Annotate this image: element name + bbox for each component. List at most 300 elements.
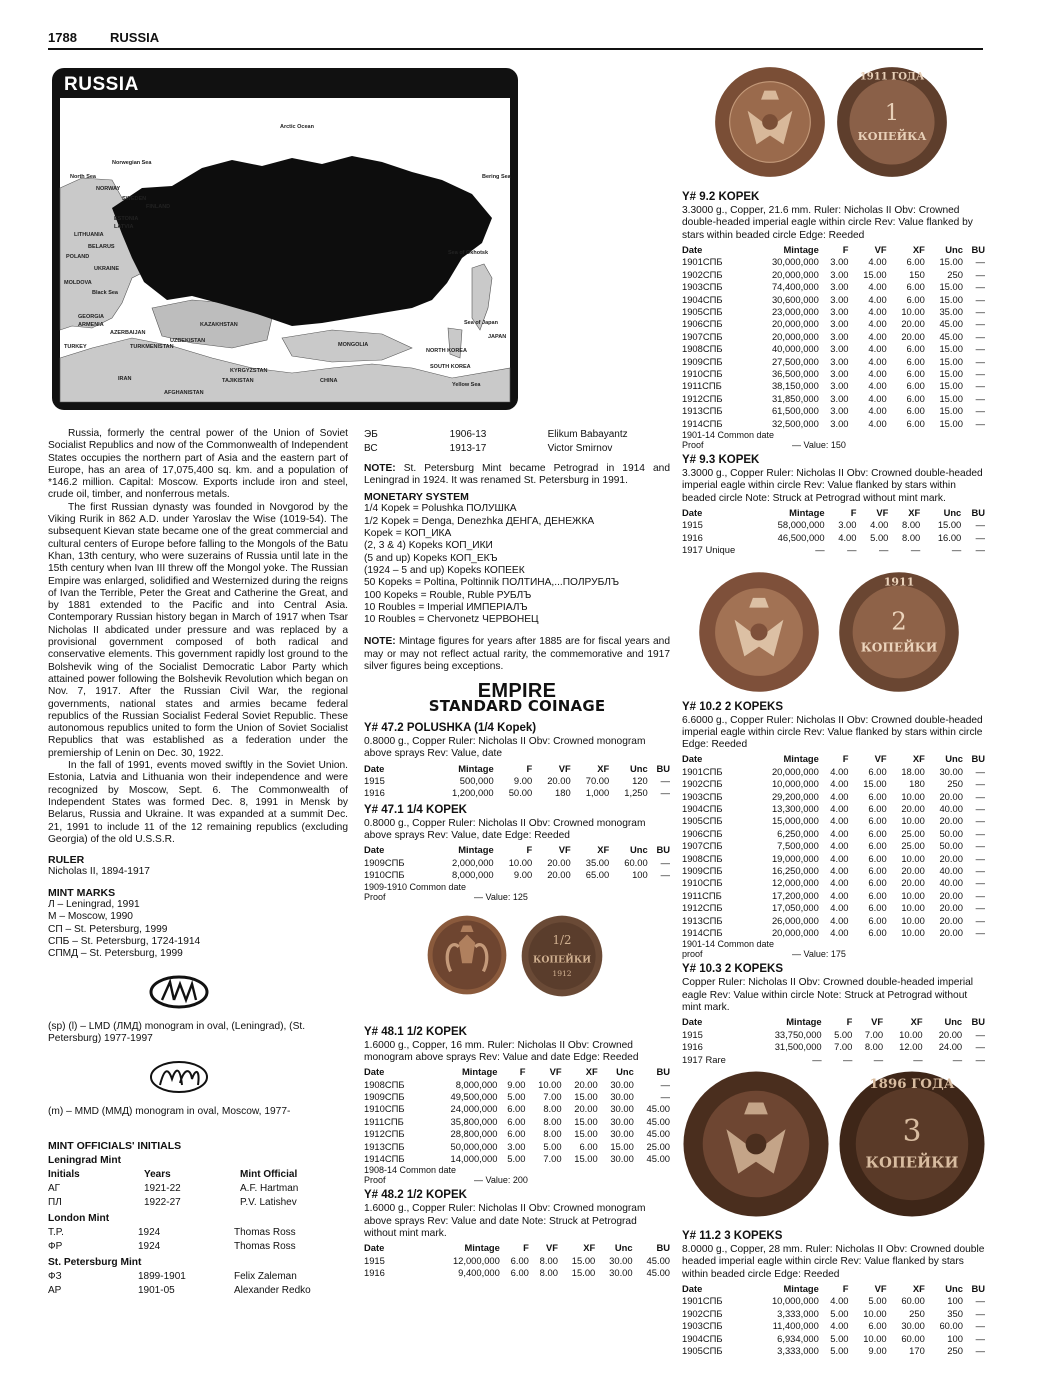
table-row <box>682 1308 985 1320</box>
col-header: Mintage <box>458 844 494 856</box>
col-header: VF <box>558 762 571 774</box>
cell: 4.00 <box>830 927 849 939</box>
leningrad-mint-title: Leningrad Mint <box>48 1155 122 1167</box>
value-table <box>682 1016 985 1066</box>
cell: — <box>975 281 985 293</box>
cell: 3.00 <box>830 392 849 404</box>
mint-officials-heading: MINT OFFICIALS' INITIALS <box>48 1139 182 1152</box>
cell: 250 <box>947 778 963 790</box>
cell: 3.00 <box>830 281 849 293</box>
list-item: 1/4 Kopek = Polushka ПОЛУШКА <box>364 503 517 515</box>
cell: Alexander Redko <box>234 1284 311 1296</box>
map-label: ARMENIA <box>78 322 104 328</box>
mint-marks-heading: MINT MARKS <box>48 886 116 899</box>
table-row <box>364 857 670 869</box>
cell: 10.00 <box>901 852 925 864</box>
cell: 15.00 <box>939 392 963 404</box>
cell: — <box>975 803 985 815</box>
col-header: Mintage <box>783 243 819 255</box>
cell: 6.00 <box>868 765 887 777</box>
cell: 3.00 <box>830 343 849 355</box>
cell: 6.00 <box>906 355 925 367</box>
cell: 6.00 <box>507 1103 526 1115</box>
cell: — <box>879 544 889 556</box>
col-header: Date <box>682 1282 703 1294</box>
cell: 250 <box>947 268 963 280</box>
entry-title: Y# 11.2 3 KOPEKS <box>682 1230 783 1242</box>
cell: 20.00 <box>939 902 963 914</box>
col-header: Date <box>364 1242 385 1254</box>
cell: 1911СПБ <box>682 380 722 392</box>
map-label: LATVIA <box>114 224 134 230</box>
cell: 60.00 <box>901 1295 925 1307</box>
coin-word-text: КОПЕЙКА <box>857 128 927 143</box>
cell: 30.00 <box>939 765 963 777</box>
cell: 20.00 <box>901 865 925 877</box>
cell: 6.00 <box>868 889 887 901</box>
col-header: Unc <box>945 753 963 765</box>
cell: 27,500,000 <box>771 355 819 367</box>
table-row <box>682 256 985 268</box>
cell: A.F. Hartman <box>240 1182 299 1194</box>
table-row <box>682 1054 985 1066</box>
map-label: AFGHANISTAN <box>164 390 204 396</box>
col-header: BU <box>971 506 985 518</box>
page-number: 1788 <box>48 30 77 45</box>
cell: 1901СПБ <box>682 765 723 777</box>
map-label: MOLDOVA <box>64 280 92 286</box>
col-header: XF <box>912 753 925 765</box>
table-row <box>364 787 670 799</box>
cell: 26,000,000 <box>771 914 819 926</box>
table-row <box>682 877 985 889</box>
cell: 15.00 <box>571 1267 596 1279</box>
cell: — <box>847 544 857 556</box>
cell: 1903СПБ <box>682 790 723 802</box>
table-row <box>364 1128 670 1140</box>
cell: — <box>660 787 670 799</box>
map-label: TURKEY <box>64 344 87 350</box>
coin-reverse-value <box>520 914 604 998</box>
cell: 10.00 <box>899 1028 923 1040</box>
col-header: Date <box>682 1016 703 1028</box>
cell: 35.00 <box>939 305 963 317</box>
cell: 3.00 <box>830 305 849 317</box>
col-header: Date <box>364 762 385 774</box>
cell: — <box>975 815 985 827</box>
proof-label: 1901-14 Common date Proof <box>682 429 775 450</box>
col-header: Unc <box>630 844 648 856</box>
col-header: Mintage <box>464 1242 500 1254</box>
coin-word-text: КОПЕЙКИ <box>532 954 592 966</box>
entry-description: 3.3000 g., Copper Ruler: Nicholas II Obv: Crowned double-headed imperial eagle within circle Rev: Value flanked by stars within beaded circle Note: Struck at Petrograd without mint mark. <box>682 467 983 504</box>
cell: 20.00 <box>547 856 571 868</box>
coin-obverse-monogram <box>426 914 508 996</box>
cell: 36,500,000 <box>771 367 819 379</box>
table-row <box>364 775 670 787</box>
cell: 4.00 <box>830 852 849 864</box>
cell: 6.00 <box>906 405 925 417</box>
cell: — <box>975 268 985 280</box>
table-row <box>682 828 985 840</box>
cell: 1902СПБ <box>682 1307 723 1319</box>
catalog-entry <box>682 701 985 960</box>
cell: 15.00 <box>574 1090 598 1102</box>
col-header: Date <box>682 506 703 518</box>
cell: 5.00 <box>830 1307 849 1319</box>
map-label: MONGOLIA <box>338 342 369 348</box>
proof-row <box>364 882 670 902</box>
col-header: F <box>526 844 533 856</box>
cell: 4.00 <box>830 877 849 889</box>
cell: 20,000,000 <box>771 927 819 939</box>
cell: 15.00 <box>939 417 963 429</box>
cell: 24.00 <box>938 1041 963 1053</box>
cell: 20.00 <box>938 1028 963 1040</box>
cell: 8.00 <box>864 1041 884 1053</box>
col-header: Mintage <box>789 506 825 518</box>
cell: 6.00 <box>868 914 887 926</box>
cell: 50,000,000 <box>450 1140 498 1152</box>
proof-value: — Value: 150 <box>792 439 846 450</box>
cell: 4.00 <box>868 343 887 355</box>
table-row <box>682 1041 985 1053</box>
cell: 1906СПБ <box>682 318 723 330</box>
cell: 1916 <box>364 1267 385 1279</box>
map-label: Black Sea <box>92 290 118 296</box>
cell: 1909СПБ <box>682 865 723 877</box>
mmd-monogram-text: (m) – MMD (ММД) monogram in oval, Moscow, 1977- <box>48 1105 291 1117</box>
cell: 49,500,000 <box>450 1090 498 1102</box>
cell: АГ <box>48 1182 61 1194</box>
cell: 1899-1901 <box>138 1270 186 1282</box>
cell: 4.00 <box>830 778 849 790</box>
cell: 4.00 <box>868 330 887 342</box>
cell: 17,050,000 <box>771 902 819 914</box>
coin-year-text: 1896 ГОДА <box>869 1075 955 1092</box>
cell: 6.00 <box>507 1115 526 1127</box>
cell: T.P. <box>48 1226 64 1238</box>
cell: 100 <box>632 869 648 881</box>
proof-row <box>364 1165 670 1185</box>
map-label: TAJIKISTAN <box>222 378 254 384</box>
cell: 4.00 <box>868 392 887 404</box>
coin-reverse-value <box>838 571 960 693</box>
proof-value: — Value: 175 <box>792 949 846 960</box>
mint-marks-list <box>48 899 348 960</box>
map-label: NORTH KOREA <box>426 348 467 354</box>
cell: 120 <box>632 774 648 786</box>
entry-description: 3.3000 g., Copper, 21.6 mm. Ruler: Nicholas II Obv: Crowned double-headed imperial eagle within circle Rev: Value flanked by stars within beaded circle Edge: Reeded <box>682 205 973 241</box>
cell: 3.00 <box>830 268 849 280</box>
cell: 15,000,000 <box>771 815 819 827</box>
cell: Felix Zaleman <box>234 1270 297 1282</box>
cell: 4.00 <box>868 417 887 429</box>
cell: 350 <box>947 1307 963 1319</box>
cell: 25.00 <box>901 840 925 852</box>
table-row <box>682 791 985 803</box>
cell: 20.00 <box>939 927 963 939</box>
cell: Thomas Ross <box>234 1241 296 1253</box>
table-row <box>364 1255 670 1267</box>
cell: 6,250,000 <box>777 827 819 839</box>
cell: 70.00 <box>585 774 610 786</box>
catalog-entry <box>682 1230 985 1357</box>
entry-title: Y# 10.3 2 KOPEKS <box>682 963 783 976</box>
cell: 6.00 <box>868 1320 887 1332</box>
map-label: JAPAN <box>488 334 507 340</box>
col-header: Date <box>364 1066 385 1078</box>
cell: 58,000,000 <box>777 519 825 531</box>
cell: 1908СПБ <box>364 1078 405 1090</box>
cell: 6.00 <box>906 343 925 355</box>
col-header: BU <box>656 1242 670 1254</box>
cell: 3.00 <box>830 380 849 392</box>
ruler-heading: RULER <box>48 854 85 867</box>
cell: 5.00 <box>507 1153 526 1164</box>
cell: 6.00 <box>868 815 887 827</box>
table-row <box>364 1079 670 1091</box>
cell: 1901-05 <box>138 1284 175 1296</box>
cell: 10.00 <box>901 914 925 926</box>
table-row <box>682 803 985 815</box>
cell: 10.00 <box>901 902 925 914</box>
cell: 15.00 <box>610 1140 634 1152</box>
table-row <box>682 778 985 790</box>
column-left <box>48 428 348 1298</box>
cell: 20.00 <box>574 1103 598 1115</box>
cell: 12.00 <box>899 1041 923 1053</box>
cell: 10,000,000 <box>771 1295 819 1307</box>
table-row <box>682 927 985 939</box>
list-item: 10 Roubles = Chervonetz ЧЕРВОНЕЦ <box>364 614 539 626</box>
cell: 1905СПБ <box>682 1344 723 1356</box>
monetary-system-heading: MONETARY SYSTEM <box>364 491 469 504</box>
cell: 4.00 <box>830 902 849 914</box>
cell: 9,400,000 <box>458 1267 500 1279</box>
cell: 50.00 <box>939 827 963 839</box>
cell: — <box>975 318 985 330</box>
col-header: XF <box>910 1016 923 1028</box>
cell: Victor Smirnov <box>547 443 613 455</box>
map-label: IRAN <box>118 376 132 382</box>
cell: 29,200,000 <box>771 790 819 802</box>
table-row <box>48 1284 348 1298</box>
coin-obverse-eagle <box>698 571 820 693</box>
cell: 4.00 <box>830 815 849 827</box>
map-label: FINLAND <box>146 204 171 210</box>
cell: 6.00 <box>906 256 925 268</box>
coin-images-2-kopeks <box>682 557 985 697</box>
col-header: XF <box>597 762 610 774</box>
cell: 28,800,000 <box>450 1128 498 1140</box>
cell: 3.00 <box>830 405 849 417</box>
cell: 13,300,000 <box>771 803 819 815</box>
coin-value-text: 1/2 <box>552 932 572 947</box>
cell: 4.00 <box>838 531 857 543</box>
cell: 1915 <box>364 774 385 786</box>
cell: 170 <box>909 1344 925 1356</box>
cell: 1913СПБ <box>364 1140 405 1152</box>
cell: 45.00 <box>646 1153 670 1164</box>
cell: 30.00 <box>609 1267 633 1279</box>
col-header: Initials <box>48 1168 80 1180</box>
catalog-entry <box>682 963 985 1066</box>
cell: — <box>975 367 985 379</box>
cell: 15.00 <box>939 405 963 417</box>
cell: 6.00 <box>868 852 887 864</box>
cell: 4.00 <box>868 256 887 268</box>
cell: 6.00 <box>868 827 887 839</box>
cell: 9.00 <box>513 869 533 881</box>
cell: 31,850,000 <box>771 392 819 404</box>
col-header: BU <box>971 243 985 255</box>
cell: 500,000 <box>459 774 494 786</box>
cell: — <box>910 544 921 556</box>
cell: 4.00 <box>868 305 887 317</box>
cell: 20.00 <box>574 1078 598 1090</box>
cell: 17,200,000 <box>771 889 819 901</box>
cell: 16.00 <box>937 531 962 543</box>
col-header: Date <box>682 753 703 765</box>
table-row <box>364 869 670 881</box>
map-label: BELARUS <box>88 244 115 250</box>
catalog-entry <box>364 804 670 902</box>
cell: 15.00 <box>937 519 962 531</box>
cell: 1908СПБ <box>682 343 723 355</box>
cell: 20.00 <box>939 914 963 926</box>
table-row <box>364 1091 670 1103</box>
cell: — <box>975 544 985 556</box>
stpetersburg-officials-table <box>48 1270 348 1299</box>
cell: 5.00 <box>870 531 889 543</box>
cell: 20.00 <box>547 774 571 786</box>
cell: — <box>815 544 825 556</box>
cell: 7.00 <box>834 1041 853 1053</box>
page-header <box>48 28 983 50</box>
map-label: TURKMENISTAN <box>130 344 174 350</box>
cell: — <box>975 1041 985 1053</box>
cell: — <box>660 869 670 881</box>
entry-description: 1.6000 g., Copper Ruler: Nicholas II Obv: Crowned monogram above sprays Rev: Value and date Note: Struck at Petrograd without mint mark. <box>364 1203 646 1239</box>
coin-images-half-kopek <box>364 904 670 1022</box>
cell: 38,150,000 <box>771 380 819 392</box>
cell: 8.00 <box>543 1115 562 1127</box>
cell: 45.00 <box>939 330 963 342</box>
map-label: Bering Sea <box>482 174 511 180</box>
london-mint-title: London Mint <box>48 1213 110 1225</box>
cell: 10.00 <box>901 927 925 939</box>
catalog-entry <box>682 454 985 557</box>
map-label: ESTONIA <box>114 216 139 222</box>
col-header: BU <box>656 844 670 856</box>
coin-value-text: 3 <box>902 1114 922 1149</box>
cell: 16,250,000 <box>771 865 819 877</box>
cell: 1912СПБ <box>364 1128 405 1140</box>
cell: — <box>975 1307 985 1319</box>
cell: 9.00 <box>507 1078 526 1090</box>
cell: 10.00 <box>901 790 925 802</box>
col-header: F <box>526 762 533 774</box>
cell: 9.00 <box>513 774 533 786</box>
map-label: GEORGIA <box>78 314 104 320</box>
cell: 1901СПБ <box>682 256 723 268</box>
cell: 1905СПБ <box>682 305 723 317</box>
map-label: KAZAKHSTAN <box>200 322 238 328</box>
cell: 45.00 <box>646 1254 670 1266</box>
cell: 250 <box>947 1344 963 1356</box>
proof-value: — Value: 200 <box>474 1175 528 1186</box>
cell: — <box>975 852 985 864</box>
cell: — <box>975 778 985 790</box>
cell: 5.00 <box>868 1295 887 1307</box>
cell: 10.00 <box>538 1078 562 1090</box>
cell: 6.00 <box>906 281 925 293</box>
cell: 60.00 <box>624 856 648 868</box>
table-row <box>364 1116 670 1128</box>
table-row <box>682 865 985 877</box>
cell: 45.00 <box>646 1267 670 1279</box>
list-item: СП – St. Petersburg, 1999 <box>48 923 168 935</box>
value-table <box>364 1242 670 1279</box>
cell: 15.00 <box>939 343 963 355</box>
cell: 7.00 <box>864 1028 884 1040</box>
table-row <box>682 1320 985 1332</box>
coin-year-text: 1911 ГОДА <box>859 71 925 83</box>
cell: 6.00 <box>906 380 925 392</box>
col-header: VF <box>874 243 887 255</box>
col-header: XF <box>908 506 921 518</box>
table-row <box>682 405 985 417</box>
cell: — <box>975 380 985 392</box>
table-row <box>682 294 985 306</box>
table-row <box>682 393 985 405</box>
cell: 20,000,000 <box>771 268 819 280</box>
col-header: Years <box>144 1168 171 1180</box>
col-header: XF <box>597 844 610 856</box>
map-label: LITHUANIA <box>74 232 104 238</box>
cell: 8.00 <box>539 1254 558 1266</box>
cell: 1,200,000 <box>451 787 494 799</box>
cell: 10,000,000 <box>771 778 819 790</box>
column-right <box>682 187 985 1357</box>
cell: 4.00 <box>830 1320 849 1332</box>
map-label: POLAND <box>66 254 90 260</box>
russia-map <box>52 68 518 410</box>
map-graphic <box>52 68 518 410</box>
coin-obverse-eagle <box>714 66 826 178</box>
table-row <box>682 1345 985 1357</box>
col-header: BU <box>971 1016 985 1028</box>
entry-title: Y# 9.2 KOPEK <box>682 191 760 203</box>
cell: 4.00 <box>868 380 887 392</box>
cell: 40,000,000 <box>771 343 819 355</box>
cell: 45.00 <box>939 318 963 330</box>
cell: 20,000,000 <box>771 330 819 342</box>
cell: — <box>975 927 985 939</box>
stpetersburg-officials-table-cont <box>364 428 670 457</box>
cell: 20.00 <box>939 815 963 827</box>
proof-value: — Value: 125 <box>474 891 528 902</box>
table-row <box>682 331 985 343</box>
cell: 1917 Unique <box>682 544 736 556</box>
cell: 40.00 <box>939 877 963 889</box>
cell: ФР <box>48 1241 63 1253</box>
mmd-monogram-icon <box>148 1059 210 1095</box>
col-header: F <box>519 1066 526 1078</box>
note-text: Mintage figures for years after 1885 are for fiscal years and may or may not reflect actual rarity, the commemorative and 1917 silver figures being exceptions. <box>364 636 670 673</box>
cell: 20,000,000 <box>771 765 819 777</box>
